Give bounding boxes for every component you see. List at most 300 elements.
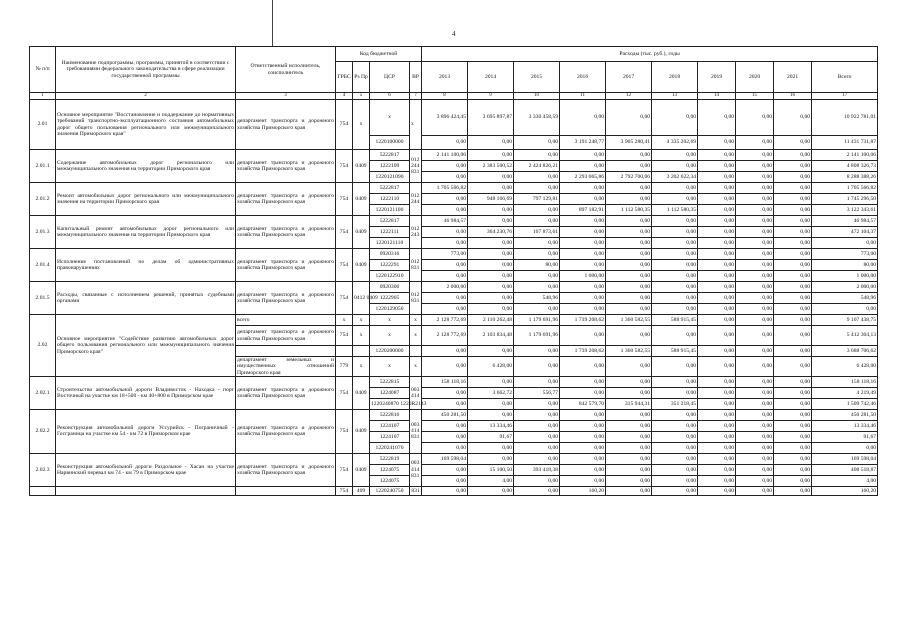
row-value: 0,00 <box>560 326 606 346</box>
row-value: 0,00 <box>736 398 774 409</box>
row-value: 0,00 <box>422 293 468 304</box>
row-vr: 003 414 <box>410 376 422 409</box>
index-cell: 4 <box>336 93 353 100</box>
row-value: 0,00 <box>698 357 736 377</box>
row-value: 0,00 <box>560 194 606 205</box>
row-value: 0,00 <box>652 475 698 486</box>
table-row <box>30 183 878 194</box>
row-csr: 1220121110 <box>370 238 410 249</box>
row-value: 588 915,45 <box>652 315 698 326</box>
row-value: 0,00 <box>774 136 812 150</box>
row-value: 0,00 <box>468 150 514 161</box>
row-value: 0,00 <box>774 453 812 464</box>
row-value: 0,00 <box>774 326 812 346</box>
table-row <box>30 216 878 227</box>
row-value: 548,96 <box>514 293 560 304</box>
row-value: 773,00 <box>422 249 468 260</box>
row-value: 0,00 <box>560 409 606 420</box>
row-value: 0,00 <box>698 398 736 409</box>
row-value: 0,00 <box>698 453 736 464</box>
row-rzpr: x <box>353 357 370 377</box>
row-executor: департамент транспорта и дорожного хозяйства Приморского края <box>236 282 336 315</box>
row-csr: 5222817 <box>370 150 410 161</box>
row-name: Ремонт автомобильных дорог регионального или межмуниципального значения на территории Приморского края <box>56 183 236 216</box>
row-total: 91,67 <box>812 431 878 442</box>
row-value: 0,00 <box>606 249 652 260</box>
row-value: 0,00 <box>422 464 468 475</box>
row-executor: департамент транспорта и дорожного хозяйства Приморского края <box>236 183 336 216</box>
row-value: 0,00 <box>774 227 812 238</box>
row-value: 0,00 <box>774 238 812 249</box>
row-value: 0,00 <box>652 464 698 475</box>
row-value: 0,00 <box>652 282 698 293</box>
header-year: 2019 <box>698 62 736 93</box>
row-value: 107 873,61 <box>514 227 560 238</box>
row-value: 0,00 <box>606 150 652 161</box>
row-value: 0,00 <box>422 172 468 183</box>
row-executor: департамент транспорта и дорожного хозяйства Приморского края <box>236 216 336 249</box>
header-year: 2014 <box>468 62 514 93</box>
row-total: 3 122 343,61 <box>812 205 878 216</box>
row-value: 0,00 <box>698 271 736 282</box>
row-value: 0,00 <box>698 315 736 326</box>
row-value: 0,00 <box>468 282 514 293</box>
row-value: 0,00 <box>736 172 774 183</box>
row-csr: 0920306 <box>370 282 410 293</box>
row-value: 0,00 <box>652 227 698 238</box>
row-value: 0,00 <box>774 293 812 304</box>
row-rzpr: 0409 <box>353 409 370 453</box>
row-total: 1 509 742,46 <box>812 398 878 409</box>
row-value: 0,00 <box>652 249 698 260</box>
row-value: 0,00 <box>774 420 812 431</box>
row-value: 160,20 <box>560 486 606 495</box>
row-value: 0,00 <box>560 376 606 387</box>
row-value: 0,00 <box>774 357 812 377</box>
row-name: Расходы, связанные с исполнением решений, принятых судебными органами <box>56 282 236 315</box>
index-cell: 6 <box>370 93 410 100</box>
row-number: 2.01.5 <box>30 282 56 315</box>
row-value: 0,00 <box>422 260 468 271</box>
row-csr: 1220200000 <box>370 346 410 357</box>
row-value: 0,00 <box>422 205 468 216</box>
row-csr: 5222816 <box>370 409 410 420</box>
row-name: Основное мероприятие "Содействие развитию автомобильных дорог общего пользования регионального или межмуниципального значения Приморского края" <box>56 315 236 377</box>
row-total: 450 281,50 <box>812 409 878 420</box>
index-cell: 14 <box>698 93 736 100</box>
header-name: Наименование подпрограммы, программы, принятой в соответствии с требованиями федерального законодательства в сфере реализации государственной программы <box>56 47 236 93</box>
row-value: 2 000,00 <box>422 282 468 293</box>
row-grbs: 754 <box>336 376 353 409</box>
index-cell: 11 <box>560 93 606 100</box>
row-value: 2 128 772,69 <box>422 315 468 326</box>
row-value: 0,00 <box>736 475 774 486</box>
expenditure-table <box>29 46 878 496</box>
row-value: 0,00 <box>606 486 652 495</box>
row-value: 3 905 280,41 <box>606 136 652 150</box>
row-number: 2.02.2 <box>30 409 56 453</box>
row-csr: 1224087 <box>370 387 410 398</box>
row-value: 0,00 <box>468 205 514 216</box>
row-value: 0,00 <box>468 486 514 495</box>
row-value: 0,00 <box>560 464 606 475</box>
row-value: 0,00 <box>736 100 774 136</box>
row-grbs: 754 <box>336 249 353 282</box>
row-value: 0,00 <box>698 326 736 346</box>
row-value: 0,00 <box>652 216 698 227</box>
row-vr: 012 243 <box>410 216 422 249</box>
row-value: 0,00 <box>698 304 736 315</box>
row-csr: 1222110 <box>370 194 410 205</box>
row-vr: 012 831 <box>410 282 422 315</box>
row-value: 0,00 <box>652 420 698 431</box>
row-value: 0,00 <box>698 420 736 431</box>
row-value: 0,00 <box>606 376 652 387</box>
row-name: Основное мероприятие "Восстановление и поддержание до нормативных требований транспортно-эксплуатационного состояния автомобильных дорог общего пользования регионального или межмуниципального значения Приморского края" <box>56 100 236 150</box>
row-value: 0,00 <box>736 442 774 453</box>
row-value: 0,00 <box>774 398 812 409</box>
row-value: 0,00 <box>606 216 652 227</box>
header-executor: Ответственный исполнитель, соисполнитель <box>236 47 336 93</box>
row-executor: департамент транспорта и дорожного хозяйства Приморского края <box>236 409 336 453</box>
row-total: 80,00 <box>812 260 878 271</box>
table-row <box>30 282 878 293</box>
row-value: 0,00 <box>560 431 606 442</box>
row-grbs: 754 <box>336 150 353 183</box>
row-value: 0,00 <box>774 172 812 183</box>
header-vr: ВР <box>410 62 422 93</box>
row-value: 1 705 566,82 <box>422 183 468 194</box>
row-value: 0,00 <box>652 486 698 495</box>
row-grbs: 754 <box>336 326 353 346</box>
row-value: 3 191 248,77 <box>560 136 606 150</box>
row-value: 364 230,76 <box>468 227 514 238</box>
row-value: 0,00 <box>422 398 468 409</box>
row-rzpr: 0409 <box>353 453 370 486</box>
row-total: 548,96 <box>812 293 878 304</box>
row-rzpr: 0409 <box>353 249 370 282</box>
row-value: 0,00 <box>468 398 514 409</box>
row-value: 0,00 <box>652 150 698 161</box>
row-csr: 1220100000 <box>370 136 410 150</box>
row-value: 0,00 <box>736 387 774 398</box>
row-value: 0,00 <box>774 205 812 216</box>
header-year: 2013 <box>422 62 468 93</box>
row-vr: 012 831 <box>410 249 422 282</box>
row-value: 1 000,00 <box>560 271 606 282</box>
row-number: 2.02.3 <box>30 453 56 486</box>
row-rzpr: x <box>353 326 370 346</box>
row-executor: департамент земельных и имущественных отношений Приморского края <box>237 357 334 376</box>
row-value: 0,00 <box>514 150 560 161</box>
row-value: 0,00 <box>698 376 736 387</box>
row-csr: 1222905 <box>370 293 410 304</box>
row-value: 0,00 <box>698 216 736 227</box>
row-value: 0,00 <box>736 346 774 357</box>
row-value: 91,67 <box>468 431 514 442</box>
row-value: 0,00 <box>774 271 812 282</box>
row-value: 15 100,50 <box>468 464 514 475</box>
row-value: 0,00 <box>774 194 812 205</box>
row-value: 0,00 <box>514 486 560 495</box>
row-value: 0,00 <box>560 227 606 238</box>
row-value: 0,00 <box>514 172 560 183</box>
row-value: 0,00 <box>422 238 468 249</box>
row-value: 0,00 <box>606 464 652 475</box>
row-value: 0,00 <box>514 249 560 260</box>
row-rzpr <box>353 346 370 357</box>
row-value: 0,00 <box>468 346 514 357</box>
row-value: 0,00 <box>468 260 514 271</box>
row-csr: x <box>370 357 410 377</box>
row-value: 0,00 <box>422 161 468 172</box>
row-value: 0,00 <box>560 357 606 377</box>
row-value: 0,00 <box>468 442 514 453</box>
row-csr: 1222109 <box>370 161 410 172</box>
row-value: 0,00 <box>736 271 774 282</box>
row-value: 0,00 <box>736 420 774 431</box>
index-cell: 3 <box>236 93 336 100</box>
row-total: 2 000,00 <box>812 282 878 293</box>
row-value: 0,00 <box>514 453 560 464</box>
header-no: № п/п <box>30 47 56 93</box>
row-value: 0,00 <box>698 431 736 442</box>
row-value: 0,00 <box>606 326 652 346</box>
row-value: 0,00 <box>606 442 652 453</box>
row-value: 158 118,16 <box>422 376 468 387</box>
table-row <box>30 409 878 420</box>
row-number: 2.01.1 <box>30 150 56 183</box>
row-value: 0,00 <box>560 100 606 136</box>
row-total: 1 745 296,50 <box>812 194 878 205</box>
row-value: 0,00 <box>514 304 560 315</box>
row-total: 4 219,49 <box>812 387 878 398</box>
row-value: 0,00 <box>774 442 812 453</box>
header-total: Всего <box>812 62 878 93</box>
header-year: 2021 <box>774 62 812 93</box>
row-total: 8 288 388,26 <box>812 172 878 183</box>
row-csr: 5222817 <box>370 183 410 194</box>
row-value: 0,00 <box>736 304 774 315</box>
row-value: 0,00 <box>514 409 560 420</box>
row-value: 0,00 <box>652 376 698 387</box>
row-value: 0,00 <box>514 475 560 486</box>
row-value: 0,00 <box>698 136 736 150</box>
row-value: 0,00 <box>736 136 774 150</box>
row-value: 0,00 <box>468 172 514 183</box>
row-rzpr: 0409 <box>353 183 370 216</box>
row-value: 2 141 100,06 <box>422 150 468 161</box>
row-value: 0,00 <box>468 216 514 227</box>
row-executor: департамент транспорта и дорожного хозяйства Приморского края <box>236 326 336 346</box>
table-row <box>30 486 878 495</box>
row-value: 0,00 <box>698 293 736 304</box>
row-value: 0,00 <box>652 161 698 172</box>
row-value: 0,00 <box>698 238 736 249</box>
row-value: 0,00 <box>560 238 606 249</box>
row-value: 0,00 <box>736 260 774 271</box>
row-value: 0,00 <box>606 475 652 486</box>
index-cell: 9 <box>468 93 514 100</box>
row-csr: 1220241070 <box>370 442 410 453</box>
header-year: 2018 <box>652 62 698 93</box>
row-value: 0,00 <box>422 304 468 315</box>
row-grbs: 754 <box>336 216 353 249</box>
row-value: 0,00 <box>774 376 812 387</box>
row-value: 0,00 <box>514 282 560 293</box>
row-value: 0,00 <box>606 183 652 194</box>
row-value: 0,00 <box>560 249 606 260</box>
row-value: 0,00 <box>514 238 560 249</box>
row-grbs: 754 <box>336 100 353 150</box>
row-value: 393 418,38 <box>514 464 560 475</box>
row-executor <box>236 346 336 357</box>
row-csr: 1224107 <box>370 420 410 431</box>
row-rzpr: 0409 <box>353 150 370 183</box>
row-rzpr: 0412 0409 <box>353 282 370 315</box>
row-value: 0,00 <box>560 260 606 271</box>
index-cell: 10 <box>514 93 560 100</box>
row-value: 0,00 <box>652 271 698 282</box>
row-csr: 1220122910 <box>370 271 410 282</box>
row-value: 0,00 <box>736 357 774 377</box>
row-csr: 1224075 <box>370 475 410 486</box>
row-executor <box>236 486 336 495</box>
header-expenses: Расходы (тыс. руб.), годы <box>422 47 878 62</box>
row-value: 0,00 <box>736 376 774 387</box>
row-value: 3 896 424,45 <box>422 100 468 136</box>
row-value: 0,00 <box>560 161 606 172</box>
row-value: 0,00 <box>652 304 698 315</box>
row-value: 0,00 <box>774 304 812 315</box>
row-value: 0,00 <box>606 453 652 464</box>
row-value: 842 579,70 <box>560 398 606 409</box>
row-total: 472 104,37 <box>812 227 878 238</box>
row-value: 0,00 <box>422 136 468 150</box>
row-value: 0,00 <box>514 357 560 377</box>
row-value: 0,00 <box>698 260 736 271</box>
row-number: 2.01.4 <box>30 249 56 282</box>
row-value: 2 110 262,48 <box>468 315 514 326</box>
header-csr: ЦСР <box>370 62 410 93</box>
row-value: 0,00 <box>698 346 736 357</box>
index-cell: 12 <box>606 93 652 100</box>
row-value: 1 739 208,62 <box>560 346 606 357</box>
row-value: 0,00 <box>468 271 514 282</box>
row-value: 0,00 <box>698 183 736 194</box>
row-value: 0,00 <box>606 420 652 431</box>
index-row <box>30 93 878 100</box>
row-value: 0,00 <box>606 357 652 377</box>
row-value: 0,00 <box>774 282 812 293</box>
row-value: 0,00 <box>422 387 468 398</box>
row-value: 0,00 <box>560 453 606 464</box>
row-value: 0,00 <box>698 464 736 475</box>
row-value: 0,00 <box>698 161 736 172</box>
row-executor: департамент транспорта и дорожного хозяйства Приморского края <box>236 453 336 486</box>
row-value: 0,00 <box>422 486 468 495</box>
index-cell: 16 <box>774 93 812 100</box>
row-csr: x <box>370 100 410 136</box>
row-csr: 1222291 <box>370 260 410 271</box>
row-csr: 1220121090 <box>370 172 410 183</box>
row-vr: 012 244 <box>410 183 422 216</box>
row-name: Капитальный ремонт автомобильных дорог регионального или межмуниципального значения на территории Приморского края <box>56 216 236 249</box>
row-value: 0,00 <box>560 282 606 293</box>
row-csr: x <box>370 326 410 346</box>
row-name: Реконструкция автомобильной дороги Раздольное - Хасан на участке Нарвинский перевал км 74 - км 79 в Приморском крае <box>56 453 236 486</box>
row-vr: x <box>410 315 422 326</box>
row-value: 0,00 <box>606 161 652 172</box>
row-total: 46 984,57 <box>812 216 878 227</box>
row-value: 0,00 <box>698 387 736 398</box>
row-value: 0,00 <box>560 387 606 398</box>
row-total: 4,00 <box>812 475 878 486</box>
row-value: 0,00 <box>652 442 698 453</box>
row-total: 13 334,46 <box>812 420 878 431</box>
row-value: 0,00 <box>652 100 698 136</box>
header-year: 2015 <box>514 62 560 93</box>
row-value: 169 598,04 <box>422 453 468 464</box>
row-total: 408 518,87 <box>812 464 878 475</box>
row-value: 0,00 <box>606 194 652 205</box>
row-value: 556,77 <box>514 387 560 398</box>
row-value: 0,00 <box>736 293 774 304</box>
row-value: 588 915,45 <box>652 346 698 357</box>
row-value: 0,00 <box>560 442 606 453</box>
row-value: 2 383 500,52 <box>468 161 514 172</box>
row-value: 0,00 <box>606 431 652 442</box>
row-value: 3 330 458,59 <box>514 100 560 136</box>
index-cell: 8 <box>422 93 468 100</box>
row-value: 0,00 <box>468 249 514 260</box>
row-executor: департамент транспорта и дорожного хозяйства Приморского края <box>236 376 336 409</box>
row-value: 0,00 <box>468 136 514 150</box>
row-csr: 1220240750 <box>370 486 410 495</box>
row-csr: 5222815 <box>370 376 410 387</box>
row-executor: всего <box>236 315 336 326</box>
row-vr: 831 <box>411 487 420 494</box>
row-name <box>56 486 236 495</box>
row-value: 0,00 <box>698 442 736 453</box>
row-value: 0,00 <box>514 442 560 453</box>
header-rzpr: Рз Пр <box>353 62 370 93</box>
row-grbs <box>336 346 353 357</box>
row-number: 2.02.1 <box>30 376 56 409</box>
row-total: 158 118,16 <box>812 376 878 387</box>
row-value: 0,00 <box>736 249 774 260</box>
row-value: 0,00 <box>560 216 606 227</box>
row-value: 0,00 <box>652 194 698 205</box>
row-total: 9 107 438,75 <box>812 315 878 326</box>
row-value: 315 944,31 <box>606 398 652 409</box>
index-cell: 5 <box>353 93 370 100</box>
row-value: 0,00 <box>698 194 736 205</box>
row-value: 0,00 <box>736 183 774 194</box>
row-vr: x <box>410 357 422 377</box>
row-value: 0,00 <box>422 475 468 486</box>
row-value: 0,00 <box>514 420 560 431</box>
row-grbs: 779 <box>336 357 353 377</box>
row-grbs: 754 <box>336 409 353 453</box>
row-vr: 012 244 831 <box>410 150 422 183</box>
row-value: 2 103 834,48 <box>468 326 514 346</box>
row-value: 1 112 580,35 <box>606 205 652 216</box>
row-value: 0,00 <box>774 315 812 326</box>
row-grbs: x <box>336 315 353 326</box>
table-row <box>30 315 878 326</box>
row-value: 0,00 <box>698 475 736 486</box>
